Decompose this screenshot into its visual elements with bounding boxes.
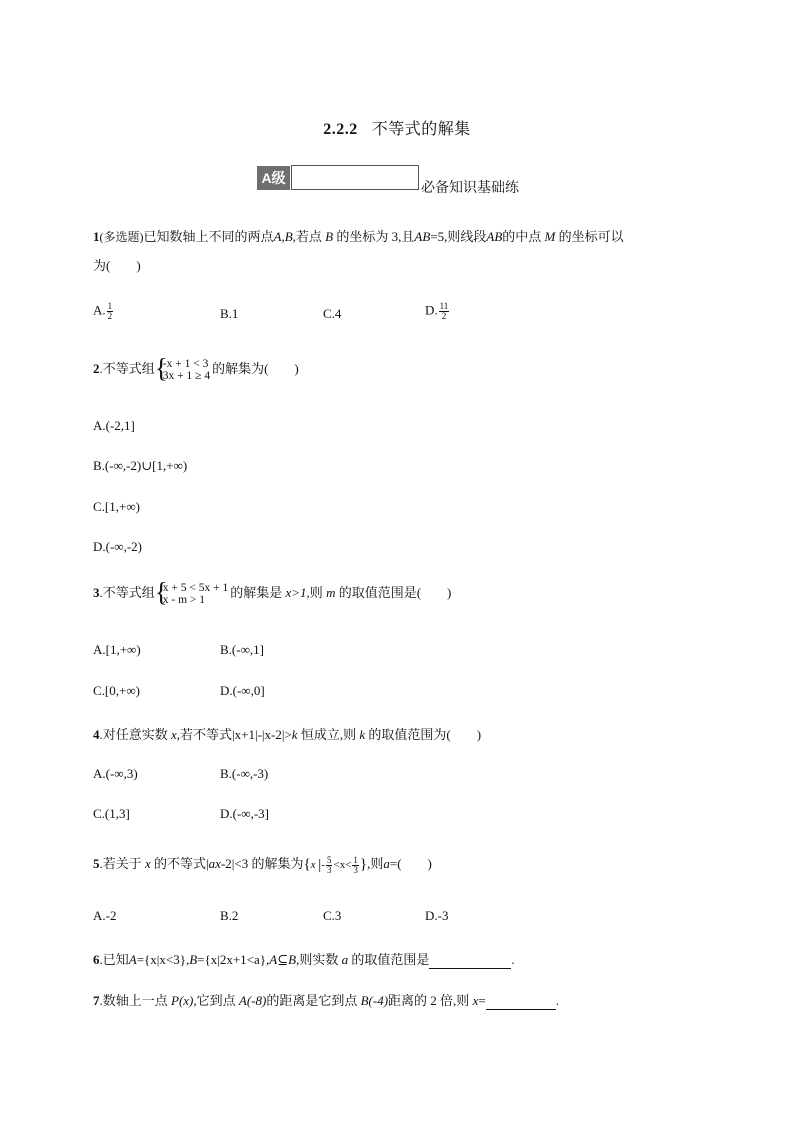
brace-icon: { [154,577,168,608]
question-6 [93,949,515,969]
fraction [326,856,333,875]
q1-text: 的坐标为 3,且 [336,229,415,244]
q6-var: A⊆B [269,952,297,967]
q3-option-b: B.(-∞,1] [220,642,264,657]
question-1-line-1 [93,226,624,245]
fraction [352,856,359,875]
question-number: 1 [93,229,100,244]
q6-var: A [128,952,137,967]
denominator: 3 [326,864,332,875]
question-number: 5 [93,856,100,871]
q1-text: =5,则线段 [430,229,487,244]
q6-text: 的取值范围是 [351,952,430,967]
q6-text: .已知 [99,952,129,967]
q3-option-c: C.[0,+∞) [93,683,140,698]
system-row: 3x + 1 ≥ 4 [162,370,211,383]
q7-var: x [472,993,479,1008]
q2-option-c: C.[1,+∞) [93,499,140,514]
denominator: 2 [441,311,447,321]
q6-var: B [189,952,198,967]
fraction [439,302,450,321]
q7-text: 的距离是它到点 [266,993,358,1008]
q4-var: k [291,727,298,742]
q1-text: ,若点 [292,229,322,244]
set-var: x [310,859,316,871]
denominator: 3 [353,864,358,875]
option-label: D. [425,302,438,318]
q3-text: 的解集是 [230,585,283,600]
q5-option-b: B.2 [220,908,239,923]
q4-var: x [171,727,177,742]
question-tag: (多选题) [99,230,144,244]
q7-text: = [478,993,486,1008]
level-label: 必备知识基础练 [421,181,519,196]
question-number: 4 [93,727,100,742]
answer-blank[interactable] [486,993,556,1010]
q3-text: ,则 [306,585,323,600]
option-label: A. [93,302,106,318]
question-number: 3 [93,585,100,600]
question-number: 2 [93,361,100,376]
q1-option-b: B.1 [220,306,239,321]
set-brace-close: } [359,856,368,873]
q4-option-a: A.(-∞,3) [93,766,138,781]
q1-text: 的坐标可以 [558,229,624,244]
q6-var: a [341,952,349,967]
system-row: x + 5 < 5x + 1 [162,582,229,595]
question-7 [93,990,559,1010]
page-title [0,116,794,139]
inequality-system [154,353,211,384]
q3-option-d: D.(-∞,0] [220,683,265,698]
question-4 [93,724,481,743]
q4-option-c: C.(1,3] [93,806,130,821]
q7-text: ,它到点 [193,993,236,1008]
question-1-line-2: 为( ) [93,258,141,273]
q5-text: ,则 [367,856,384,871]
q1-var: M [544,229,556,244]
inequality-system [154,577,229,608]
q2-option-b: B.(-∞,-2)∪[1,+∞) [93,458,188,473]
set-brace-open: { [303,856,311,873]
question-number: 7 [93,993,100,1008]
q1-option-c: C.4 [323,306,342,321]
q5-option-d: D.-3 [425,908,449,923]
question-number: 6 [93,952,100,967]
q6-text: ={x|2x+1<a}, [197,952,270,967]
q2-text: .不等式组 [99,361,155,376]
numerator: 5 [326,854,332,865]
numerator: 1 [107,301,113,311]
question-3 [93,577,452,608]
set-bar: | [318,856,322,873]
numerator: 1 [353,854,358,865]
brace-icon: { [154,353,168,384]
q4-text: .对任意实数 [99,727,168,742]
q7-var: B(-4) [360,993,389,1008]
q1-text: 的中点 [502,229,542,244]
q4-var: k [359,727,366,742]
q6-text: ={x|x<3}, [136,952,190,967]
q7-text: .数轴上一点 [99,993,168,1008]
question-5 [93,853,432,875]
q4-text: 恒成立,则 [300,727,357,742]
q5-option-a: A.-2 [93,908,117,923]
q6-text: ,则实数 [296,952,339,967]
q5-text: 的不等式| [154,856,209,871]
q7-var: P(x) [171,993,194,1008]
q1-option-d [425,302,450,321]
set-text: <x< [333,859,352,871]
denominator: 2 [107,311,113,321]
q3-text: .不等式组 [99,585,155,600]
q4-option-d: D.(-∞,-3] [220,806,269,821]
q5-text: .若关于 [99,856,142,871]
q3-text: 的取值范围是( ) [338,585,452,600]
q5-text: -2|<3 的解集为 [220,856,304,871]
fraction [107,302,114,321]
q1-var: A,B [273,229,293,244]
q3-option-a: A.[1,+∞) [93,642,141,657]
numerator: 11 [439,301,449,311]
q3-var: x>1 [285,585,307,600]
q4-option-b: B.(-∞,-3) [220,766,269,781]
question-2 [93,353,299,384]
q5-option-c: C.3 [323,908,342,923]
solution-set: x |- $\frac{5}{3}$ <x< $\frac{1}{3}$ [310,854,358,875]
section-number: 2.2.2 [323,121,358,138]
q7-var: A(-8) [238,993,267,1008]
q1-text: 已知数轴上不同的两点 [143,229,274,244]
q1-var: B [325,229,334,244]
q2-text: 的解集为( ) [212,361,299,376]
level-blank-box [291,165,419,190]
q4-text: 的取值范围为( ) [368,727,482,742]
system-row: x - m > 1 [162,594,206,607]
q5-text: =( ) [389,856,432,871]
q7-text: 距离的 2 倍,则 [388,993,470,1008]
q5-var: x [145,856,151,871]
q7-text: . [555,993,559,1008]
q2-option-d: D.(-∞,-2) [93,539,142,554]
q5-var: ax [208,856,221,871]
answer-blank[interactable] [429,952,511,969]
q4-text: ,若不等式|x+1|-|x-2|> [176,727,292,742]
system-row: -x + 1 < 3 [162,358,209,371]
q5-var: a [383,856,390,871]
q2-option-a: A.(-2,1] [93,418,135,433]
q1-var: AB [486,229,503,244]
q1-option-a [93,302,114,321]
q1-var: AB [414,229,431,244]
q3-var: m [326,585,336,600]
section-title: 不等式的解集 [371,121,471,138]
q6-text: . [511,952,515,967]
level-badge: A级 [257,166,290,190]
